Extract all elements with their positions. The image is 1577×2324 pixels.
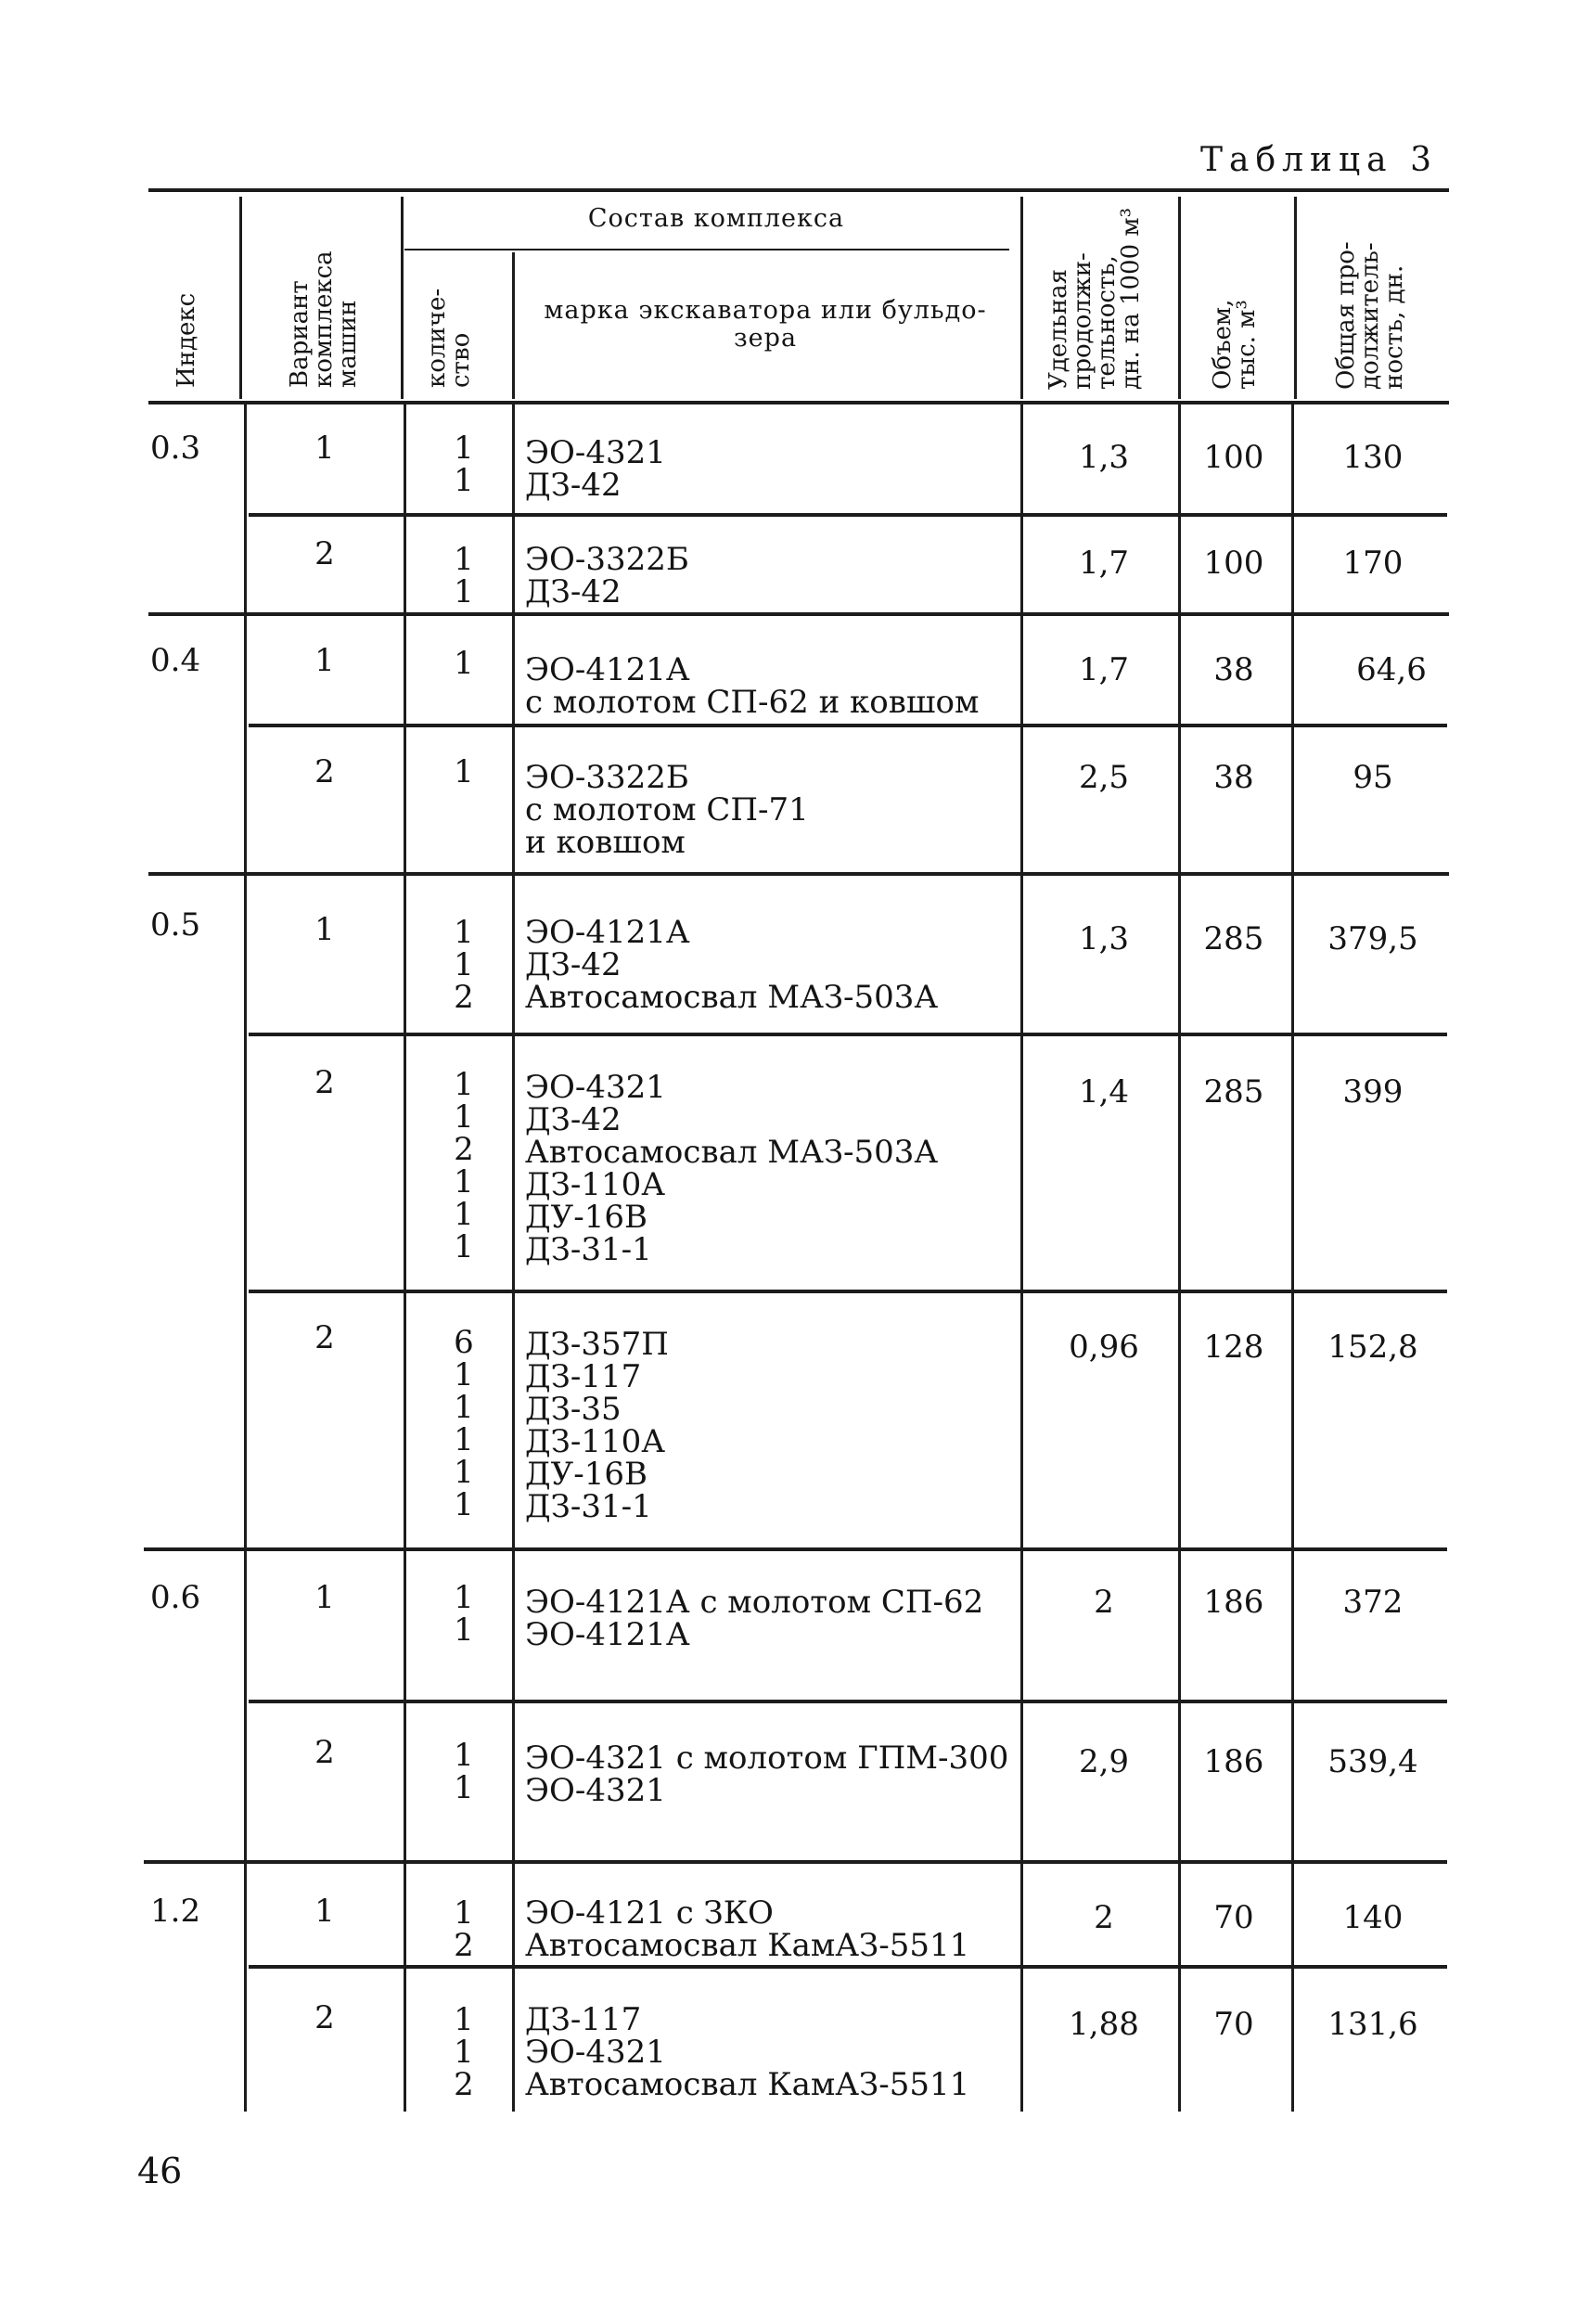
cell-variant: 2	[314, 1319, 335, 1356]
cell-duration: 1,4	[1078, 1073, 1130, 1111]
cell-duration: 1,7	[1078, 545, 1130, 582]
cell-index: 0.6	[150, 1579, 201, 1616]
cell-total: 95	[1353, 759, 1393, 796]
cell-duration: 1,3	[1078, 439, 1130, 476]
header-group: Состав комплекса	[587, 204, 845, 233]
cell-duration: 1,7	[1078, 651, 1130, 688]
cell-qty: 1 1 2 1 1 1	[454, 1066, 474, 1265]
header-variant: Вариант комплекса машин	[286, 250, 362, 388]
cell-index: 0.5	[150, 906, 201, 944]
cell-duration: 2,5	[1078, 759, 1130, 796]
cell-model: ЭО-4321 ДЗ-42	[525, 434, 666, 504]
cell-volume: 186	[1203, 1584, 1264, 1621]
header-index: Индекс	[173, 292, 200, 388]
cell-model: ЭО-4321 с молотом ГПМ-300 ЭО-4321	[525, 1740, 1009, 1809]
cell-variant: 1	[314, 430, 335, 467]
cell-total: 152,8	[1327, 1329, 1418, 1366]
variant-rule	[249, 1965, 1447, 1969]
cell-volume: 38	[1213, 651, 1254, 688]
cell-variant: 2	[314, 753, 335, 790]
cell-qty: 1 1	[454, 541, 474, 610]
cell-volume: 128	[1203, 1329, 1264, 1366]
cell-volume: 38	[1213, 759, 1254, 796]
header-bottom-rule	[148, 401, 1449, 404]
cell-volume: 186	[1203, 1743, 1264, 1780]
cell-total: 131,6	[1327, 2006, 1418, 2043]
cell-model: ЭО-4121 с ЗКО Автосамосвал КамАЗ-5511	[525, 1894, 970, 1964]
cell-duration: 2	[1094, 1584, 1114, 1621]
cell-model: ЭО-3322Б с молотом СП-71 и ковшом	[525, 759, 809, 861]
cell-variant: 2	[314, 1734, 335, 1771]
body-vline	[512, 404, 515, 2112]
body-vline	[1291, 404, 1294, 2112]
cell-duration: 1,3	[1078, 920, 1130, 957]
cell-duration: 2,9	[1078, 1743, 1130, 1780]
cell-total: 64,6	[1356, 651, 1427, 688]
page-number: 46	[137, 2151, 183, 2191]
cell-model: ЭО-4121А с молотом СП-62 и ковшом	[525, 651, 980, 721]
cell-duration: 1,88	[1069, 2006, 1139, 2043]
cell-qty: 6 1 1 1 1 1	[454, 1324, 474, 1523]
body-vline	[404, 404, 406, 2112]
body-vline	[1178, 404, 1181, 2112]
cell-total: 130	[1342, 439, 1404, 476]
cell-qty: 1 1	[454, 430, 474, 499]
variant-rule	[249, 724, 1447, 727]
cell-duration: 0,96	[1069, 1329, 1139, 1366]
cell-volume: 285	[1203, 920, 1264, 957]
cell-qty: 1 1 2	[454, 914, 474, 1016]
cell-variant: 1	[314, 1579, 335, 1616]
header-vline	[239, 197, 242, 399]
cell-variant: 1	[314, 911, 335, 948]
header-vline	[1294, 197, 1297, 399]
group-rule	[144, 1860, 1447, 1864]
cell-variant: 2	[314, 1999, 335, 2036]
cell-qty: 1 1	[454, 1579, 474, 1649]
cell-index: 1.2	[150, 1893, 201, 1930]
cell-variant: 1	[314, 642, 335, 679]
cell-volume: 100	[1203, 545, 1264, 582]
cell-model: ДЗ-117 ЭО-4321 Автосамосвал КамАЗ-5511	[525, 2001, 970, 2103]
group-rule	[144, 1547, 1447, 1551]
cell-model: ЭО-4121А с молотом СП-62 ЭО-4121А	[525, 1584, 984, 1653]
variant-rule	[249, 513, 1447, 517]
group-rule	[148, 612, 1449, 616]
header-qty: количе- ство	[423, 288, 475, 388]
cell-index: 0.4	[150, 642, 201, 679]
cell-qty: 1	[454, 645, 474, 682]
header-total: Общая про- должитель- ность, дн.	[1332, 241, 1408, 390]
cell-qty: 1 2	[454, 1894, 474, 1964]
variant-rule	[249, 1033, 1447, 1036]
header-duration: Удельная продолжи- тельность, дн. на 1000 м³	[1045, 207, 1145, 390]
header-model: марка экскаватора или бульдо- зера	[544, 296, 987, 353]
cell-qty: 1 1	[454, 1737, 474, 1806]
group-header-rule	[404, 249, 1009, 250]
cell-model: ЭО-3322Б ДЗ-42	[525, 541, 689, 610]
cell-total: 372	[1342, 1584, 1404, 1621]
cell-volume: 285	[1203, 1073, 1264, 1111]
cell-total: 170	[1342, 545, 1404, 582]
cell-total: 399	[1342, 1073, 1404, 1111]
cell-volume: 100	[1203, 439, 1264, 476]
table-caption: Таблица 3	[1200, 141, 1438, 179]
cell-duration: 2	[1094, 1899, 1114, 1936]
cell-variant: 1	[314, 1893, 335, 1930]
body-vline	[244, 404, 247, 2112]
cell-variant: 2	[314, 535, 335, 572]
cell-index: 0.3	[150, 430, 201, 467]
cell-model: ЭО-4121А ДЗ-42 Автосамосвал МАЗ-503А	[525, 914, 939, 1016]
cell-qty: 1 1 2	[454, 2001, 474, 2103]
cell-volume: 70	[1213, 1899, 1254, 1936]
cell-variant: 2	[314, 1064, 335, 1101]
header-vline	[1178, 197, 1181, 399]
cell-total: 539,4	[1327, 1743, 1418, 1780]
cell-qty: 1	[454, 753, 474, 790]
cell-model: ДЗ-357П ДЗ-117 ДЗ-35 ДЗ-110А ДУ-16В ДЗ-31-1	[525, 1326, 669, 1525]
cell-volume: 70	[1213, 2006, 1254, 2043]
header-volume: Объем, тыс. м³	[1209, 299, 1261, 390]
group-rule	[148, 872, 1449, 876]
variant-rule	[249, 1700, 1447, 1703]
cell-total: 379,5	[1327, 920, 1418, 957]
cell-total: 140	[1342, 1899, 1404, 1936]
table-top-rule	[148, 188, 1449, 192]
variant-rule	[249, 1290, 1447, 1293]
cell-model: ЭО-4321 ДЗ-42 Автосамосвал МАЗ-503А ДЗ-110А ДУ-16В ДЗ-31-1	[525, 1069, 939, 1268]
